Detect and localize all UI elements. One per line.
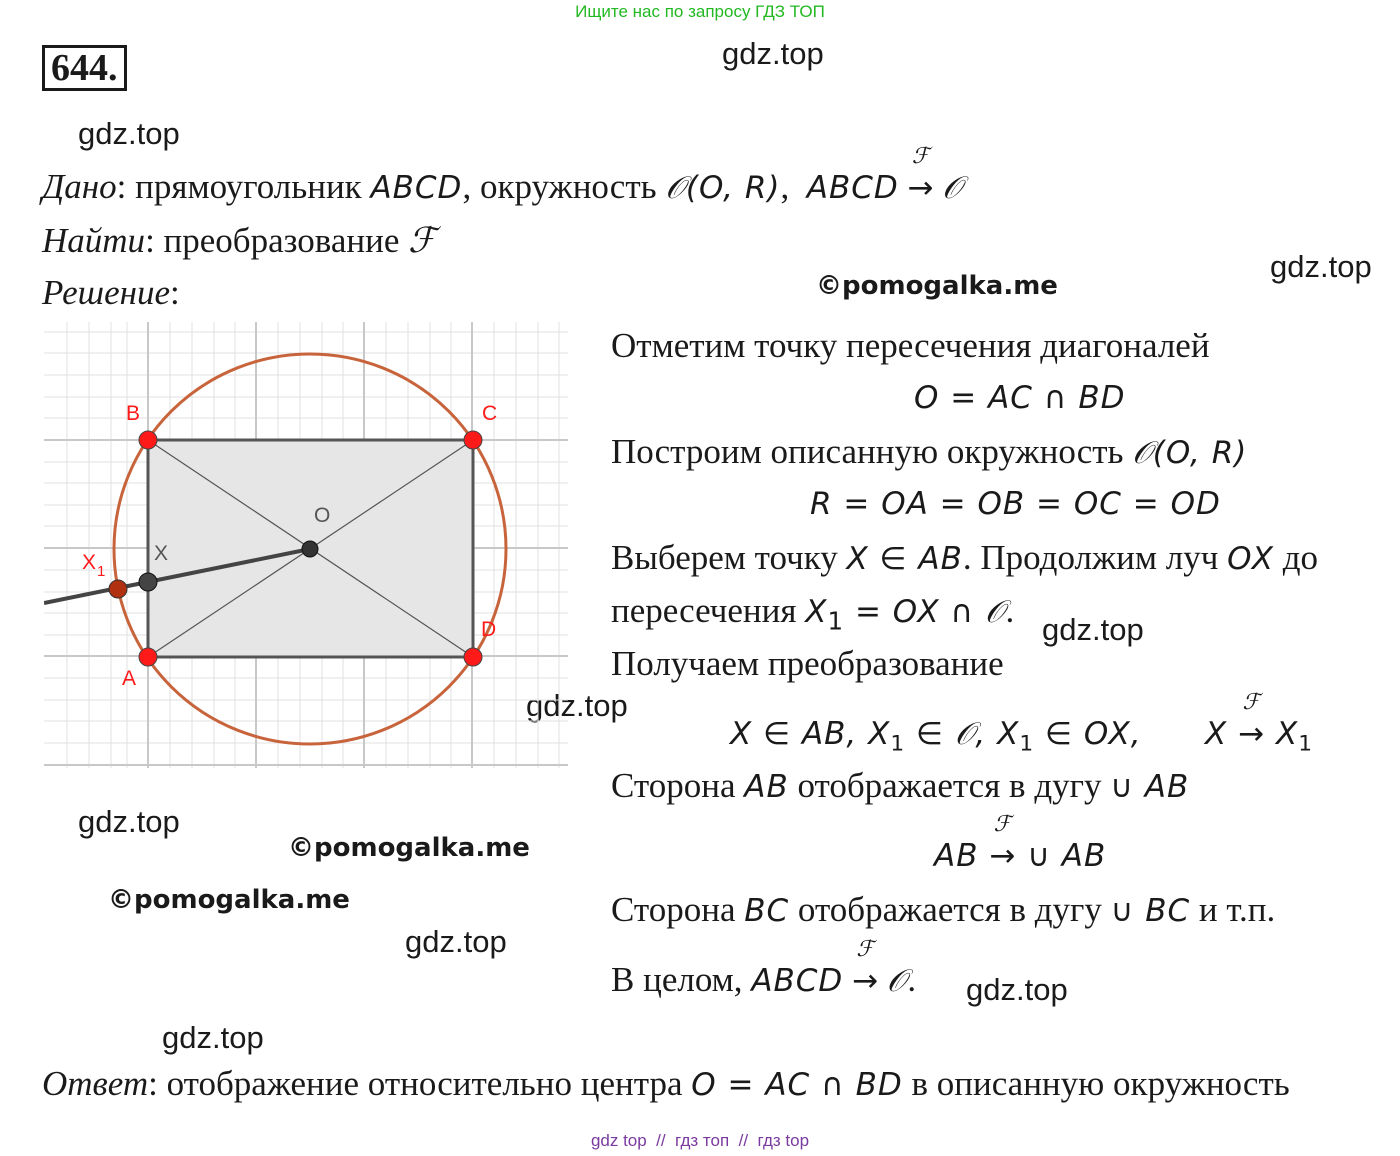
point-a: [139, 648, 157, 666]
point-b: [139, 431, 157, 449]
solution-line-1: Отметим точку пересечения диагоналей: [611, 326, 1210, 365]
find-f: ℱ: [408, 221, 436, 260]
solution-line-5: Выберем точку X ∈ AB. Продолжим луч OX до: [611, 538, 1318, 577]
solution-label-line: [42, 273, 180, 313]
circle-notation: 𝒪(O, R): [1132, 435, 1248, 471]
label-c: C: [482, 402, 498, 425]
point-c: [464, 431, 482, 449]
find-label: Найти: [42, 221, 146, 260]
given-label: Дано: [42, 167, 117, 206]
label-x: X: [154, 542, 169, 565]
solution-line-12: В целом, ABCD ℱ → 𝒪.: [611, 937, 917, 999]
solution-line-11: Сторона BC отображается в дугу ∪ BC и т.п.: [611, 890, 1276, 929]
watermark: gdz.top: [526, 688, 628, 723]
watermark: gdz.top: [78, 804, 180, 839]
watermark: gdz.top: [162, 1020, 264, 1055]
solution-line-8: X ∈ AB, $X_1$ ∈ 𝒪, $X_1$ ∈ OX,: [730, 716, 1142, 757]
solution-line-8-map: X ℱ → $X_1$: [1205, 690, 1314, 757]
map-f: ℱ: [993, 812, 1012, 837]
label-o: O: [314, 504, 331, 527]
solution-line-7: Получаем преобразование: [611, 644, 1004, 683]
point-x1: [109, 580, 127, 598]
copyright-mark: ©pomogalka.me: [816, 271, 1058, 301]
answer-label: Ответ: [42, 1064, 149, 1103]
given-arrow: ℱ →: [907, 144, 934, 206]
given-rect2: ABCD: [806, 170, 899, 206]
given-comma: ,: [780, 167, 790, 206]
solution-line-6: пересечения $X_1$ = OX ∩ 𝒪.: [611, 591, 1015, 636]
solution-line-10: AB ℱ → ∪ AB: [934, 812, 1107, 874]
label-b: B: [126, 402, 141, 425]
given-line: [42, 144, 963, 207]
bottom-links[interactable]: gdz top // гдз топ // гдз top: [590, 1131, 810, 1150]
label-d: D: [481, 618, 497, 641]
given-text2: , окружность: [462, 167, 666, 206]
point-d: [464, 648, 482, 666]
solution-label: Решение: [42, 273, 171, 312]
given-circle: 𝒪(O, R): [665, 170, 781, 206]
watermark: gdz.top: [722, 36, 824, 71]
label-x1: X: [82, 551, 97, 574]
given-text: : прямоугольник: [116, 167, 371, 206]
solution-line-2: O = AC ∩ BD: [914, 380, 1126, 416]
answer-line: Ответ: отображение относительно центра O = AC ∩ BD в описанную окружность: [42, 1064, 1290, 1103]
solution-line-3: Построим описанную окружность 𝒪(O, R): [611, 432, 1248, 471]
given-target: 𝒪: [942, 170, 963, 206]
watermark: gdz.top: [1042, 612, 1144, 647]
solution-line-4: R = OA = OB = OC = OD: [810, 486, 1221, 522]
watermark: gdz.top: [1270, 249, 1372, 284]
copyright-mark: ©pomogalka.me: [288, 833, 530, 863]
given-f: ℱ: [911, 144, 930, 169]
top-banner[interactable]: Ищите нас по запросу ГДЗ ТОП: [575, 2, 825, 21]
geometry-figure: [44, 322, 570, 770]
watermark: gdz.top: [78, 116, 180, 151]
given-rect: ABCD: [370, 170, 463, 206]
point-x: [139, 573, 157, 591]
solution-line-9: Сторона AB отображается в дугу ∪ AB: [611, 766, 1190, 805]
find-text: : преобразование: [145, 221, 409, 260]
solution-colon: :: [170, 273, 180, 312]
copyright-mark: ©pomogalka.me: [108, 885, 350, 915]
problem-number: 644.: [42, 45, 127, 91]
map-f: ℱ: [1242, 690, 1261, 715]
label-x1-sub: 1: [97, 563, 106, 580]
watermark: gdz.top: [405, 924, 507, 959]
label-a: A: [122, 667, 137, 690]
map-f: ℱ: [856, 937, 874, 962]
watermark: gdz.top: [966, 972, 1068, 1007]
find-line: [42, 221, 436, 261]
point-o: [302, 541, 318, 557]
